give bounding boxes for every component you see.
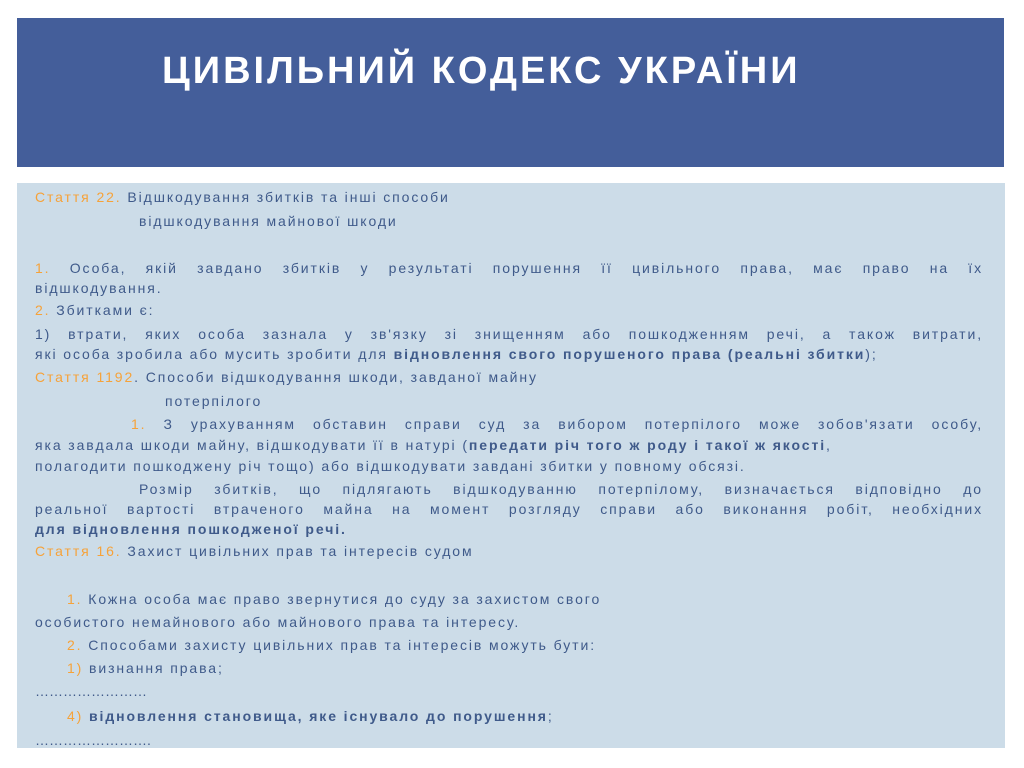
article-22-heading-cont: [139, 213, 983, 229]
paragraph-line: [67, 660, 983, 676]
paragraph-text: Способами захисту цивільних прав та інтересів можуть бути:: [82, 637, 596, 653]
paragraph-line: [35, 521, 983, 537]
paragraph-line: [35, 302, 983, 318]
emphasis-text: відновлення свого порушеного права (реальні збитки: [393, 346, 866, 362]
paragraph-line: [67, 591, 983, 607]
paragraph-line: [35, 280, 983, 296]
paragraph-text: ;: [547, 708, 554, 724]
article-title: Відшкодування збитків та інші способи: [121, 189, 450, 205]
paragraph-line: [139, 481, 983, 497]
paragraph-text: яка завдала шкоди майну, відшкодувати її в натурі (: [35, 437, 469, 453]
paragraph-text: відшкодування.: [35, 280, 163, 296]
paragraph-text: які особа зробила або мусить зробити для: [35, 346, 394, 362]
paragraph-text: Кожна особа має право звернутися до суду за захистом свого: [82, 591, 602, 607]
paragraph-text: реальної вартості втраченого майна на момент розгляду справи або виконання робіт, необхідних: [35, 501, 983, 517]
paragraph-line: [67, 708, 983, 724]
item-number: 1.: [131, 416, 147, 432]
item-number: 4): [67, 708, 84, 724]
paragraph-text: 1) втрати, яких особа зазнала у зв'язку зі знищенням або пошкодженням речі, а також витрати,: [35, 326, 983, 342]
paragraph-text: Збитками є:: [50, 302, 155, 318]
article-1192-heading-cont: [165, 393, 983, 409]
paragraph-line: [35, 346, 983, 362]
article-number: Стаття 1192: [35, 369, 135, 385]
paragraph-text: особистого немайнового або майнового права та інтересу.: [35, 614, 521, 630]
article-title: Захист цивільних прав та інтересів судом: [121, 543, 474, 559]
paragraph-text: Розмір збитків, що підлягають відшкодуванню потерпілому, визначається відповідно до: [139, 481, 983, 497]
paragraph-text: визнання права;: [83, 660, 224, 676]
paragraph-line: [35, 501, 983, 517]
article-16-heading: [35, 543, 983, 559]
item-number: 2.: [35, 302, 51, 318]
paragraph-line: [35, 260, 983, 276]
paragraph-text: );: [865, 346, 878, 362]
article-number: Стаття 16.: [35, 543, 122, 559]
emphasis-text: передати річ того ж роду і такої ж якості: [468, 437, 826, 453]
article-22-heading: [35, 189, 983, 205]
paragraph-line: [35, 326, 983, 342]
paragraph-text: полагодити пошкоджену річ тощо) або відшкодувати завдані збитки у повному обсязі.: [35, 458, 746, 474]
article-title: . Способи відшкодування шкоди, завданої майну: [134, 369, 538, 385]
paragraph-line: [131, 416, 983, 432]
paragraph-text: ,: [826, 437, 832, 453]
emphasis-text: для відновлення пошкодженої речі.: [35, 521, 347, 537]
ellipsis-line: [35, 683, 983, 699]
paragraph-line: [35, 614, 983, 630]
paragraph-text: Особа, якій завдано збитків у результаті порушення її цивільного права, має право на їх: [50, 260, 983, 276]
article-number: Стаття 22.: [35, 189, 122, 205]
paragraph-line: [35, 458, 983, 474]
item-number: 2.: [67, 637, 83, 653]
item-number: 1.: [35, 260, 51, 276]
article-title-cont: відшкодування майнової шкоди: [139, 213, 398, 229]
ellipsis-text: ……………………: [35, 683, 147, 699]
paragraph-text: З урахуванням обставин справи суд за вибором потерпілого може зобов'язати особу,: [146, 416, 983, 432]
article-title-cont: потерпілого: [165, 393, 263, 409]
ellipsis-line: [35, 732, 983, 748]
paragraph-line: [67, 637, 983, 653]
ellipsis-text: …………………….: [35, 732, 151, 748]
emphasis-text: відновлення становища, яке існувало до порушення: [83, 708, 548, 724]
slide-title: ЦИВІЛЬНИЙ КОДЕКС УКРАЇНИ: [162, 50, 801, 92]
content-panel: [17, 183, 1005, 748]
paragraph-line: [35, 437, 983, 453]
item-number: 1.: [67, 591, 83, 607]
article-1192-heading: [35, 369, 983, 385]
item-number: 1): [67, 660, 84, 676]
